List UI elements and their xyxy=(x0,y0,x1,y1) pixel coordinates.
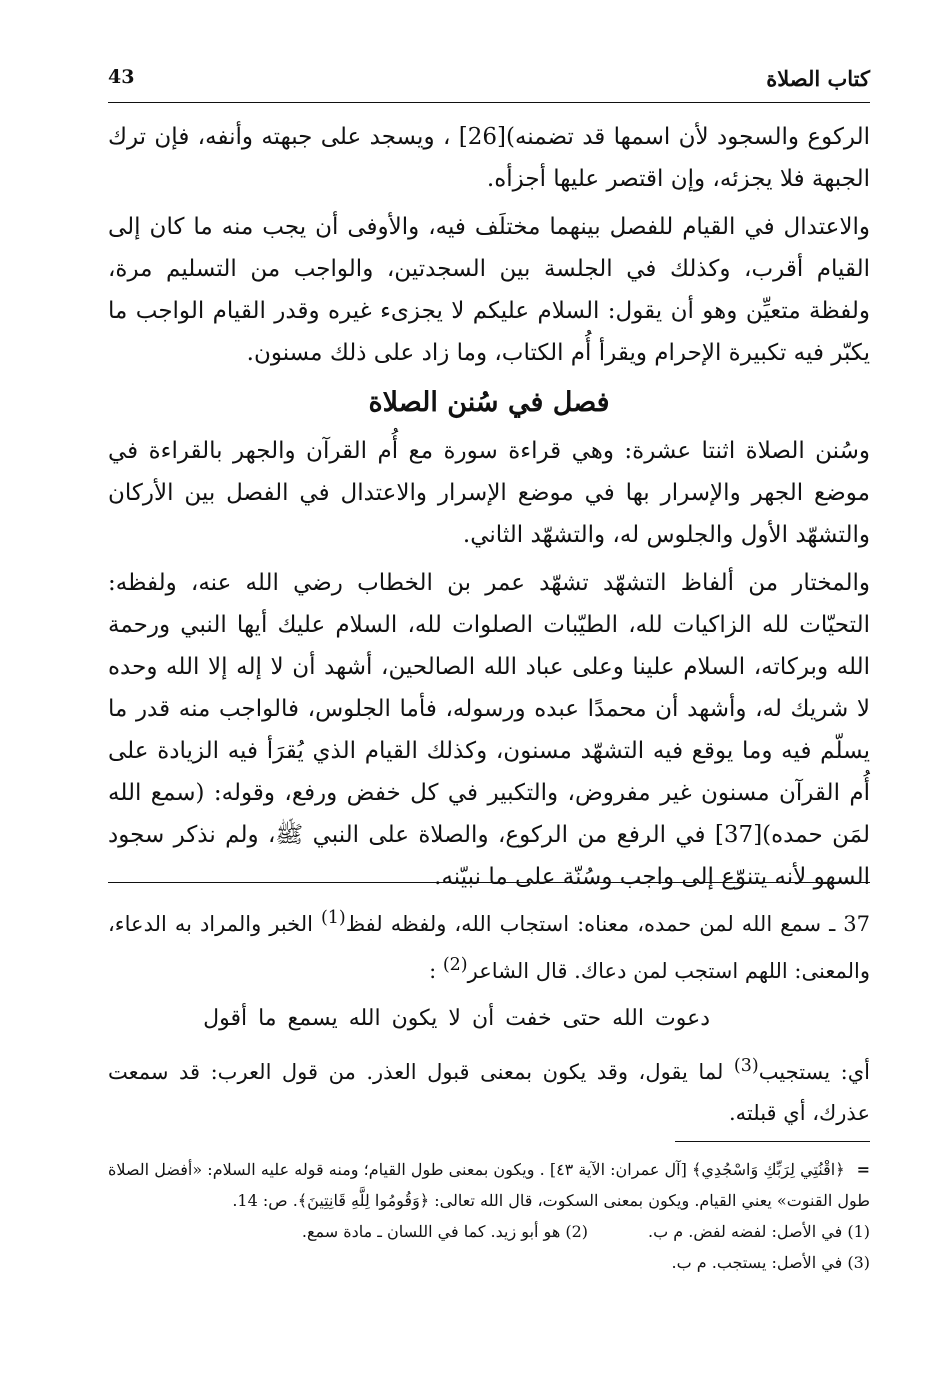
note-37-text-c: : xyxy=(429,959,443,983)
paragraph-2: والاعتدال في القيام للفصل بينهما مختلَف فيه، والأوفى أن يجب منه ما كان إلى القيام أقرب، وكذلك في الجلسة بين السجدتين، والواجب من التسليم مرة، ولفظة متعيِّن وهو أن يقول: السلام عليكم لا يجزىء غيره وقدر القيام الواجب ما يكبّر فيه تكبيرة الإحرام ويقرأ أُم الكتاب، وما زاد على ذلك مسنون. xyxy=(108,214,870,366)
note-explanation-b: لما يقول، وقد يكون بمعنى قبول العذر. من قول العرب: قد سمعت عذرك، أي قبلته. xyxy=(108,1060,870,1125)
header-rule xyxy=(108,102,870,103)
notes-separator xyxy=(108,882,870,883)
commentary-notes xyxy=(108,898,870,1134)
paragraph-4: والمختار من ألفاظ التشهّد تشهّد عمر بن الخطاب رضي الله عنه، ولفظه: التحيّات لله الزاكيات لله، الطيّبات الصلوات لله، السلام عليك أيها النبي ورحمة الله وبركاته، السلام علينا وعلى عباد الله الصالحين، أشهد أن لا إله إلا الله وحده لا شريك له، وأشهد أن محمدًا عبده ورسوله، فأما الجلوس، فالواجب منه قدر ما يسلّم فيه وما يوقع فيه التشهّد مسنون، وكذلك القيام الذي يُقرَأ فيه الزيادة على أُم القرآن مسنون غير مفروض، والتكبير في كل خفض ورفع، وقوله: (سمع الله لمَن حمده)[37] في الرفع من الركوع، والصلاة على النبي ﷺ، ولم نذكر سجود السهو لأنه يتنوّع إلى واجب وسُنّة على ما نبيّنه. xyxy=(108,570,871,890)
note-explanation-a: أي: يستجيب xyxy=(758,1060,870,1084)
footnote-row-1 xyxy=(108,1216,870,1247)
footnote-separator xyxy=(675,1141,870,1142)
note-explanation xyxy=(108,1046,870,1134)
footnote-ref-1: (1) xyxy=(320,908,346,928)
footnote-1: (1) في الأصل: لفضه لفض. م ب. xyxy=(648,1222,870,1241)
page-number: 43 xyxy=(108,66,135,88)
section-heading: فصل في سُنن الصلاة xyxy=(368,387,610,418)
note-37-text-a: 37 ـ سمع الله لمن حمده، معناه: استجاب الله، ولفظه لفظ xyxy=(345,912,870,936)
running-header xyxy=(108,66,870,100)
footnotes xyxy=(108,1154,870,1278)
poetry-verse: دعوت الله حتى خفت أن لا يكون الله يسمع ما أقول xyxy=(203,1006,710,1031)
main-text xyxy=(108,116,870,898)
footnote-3: (3) في الأصل: يستجب. م ب. xyxy=(671,1253,870,1272)
chapter-title: كتاب الصلاة xyxy=(766,66,870,91)
footnote-continuation xyxy=(108,1154,870,1216)
continuation-text: ﴿اقْنُتِي لِرَبِّكِ وَاسْجُدِي﴾ [آل عمران: الآية ٤٣] . ويكون بمعنى طول القيام؛ ومنه قوله عليه السلام: «أفضل الصلاة طول القنوت» يعني القيام. ويكون بمعنى السكوت، قال الله تعالى: ﴿وَقُومُوا لِلَّهِ قَانِتِينَ﴾. ص: 14. xyxy=(108,1160,870,1210)
continuation-mark: = xyxy=(856,1160,870,1179)
footnote-ref-2: (2) xyxy=(442,955,468,975)
note-37-text-b: الخبر والمراد به الدعاء، والمعنى: اللهم استجب لمن دعاك. قال الشاعر xyxy=(108,912,870,983)
paragraph-1: الركوع والسجود لأن اسمها قد تضمنه)[26] ، ويسجد على جبهته وأنفه، فإن ترك الجبهة فلا يجزئه، وإن اقتصر عليها أجزأه. xyxy=(108,124,870,192)
paragraph-3: وسُنن الصلاة اثنتا عشرة: وهي قراءة سورة مع أُم القرآن والجهر بالقراءة في موضع الجهر والإسرار بها في موضع الإسرار والاعتدال في الفصل بين الأركان والتشهّد الأول والجلوس له، والتشهّد الثاني. xyxy=(108,438,870,548)
footnote-2: (2) هو أبو زيد. كما في اللسان ـ مادة سمع. xyxy=(301,1222,589,1241)
footnote-ref-3: (3) xyxy=(733,1056,759,1076)
note-37 xyxy=(108,898,870,992)
